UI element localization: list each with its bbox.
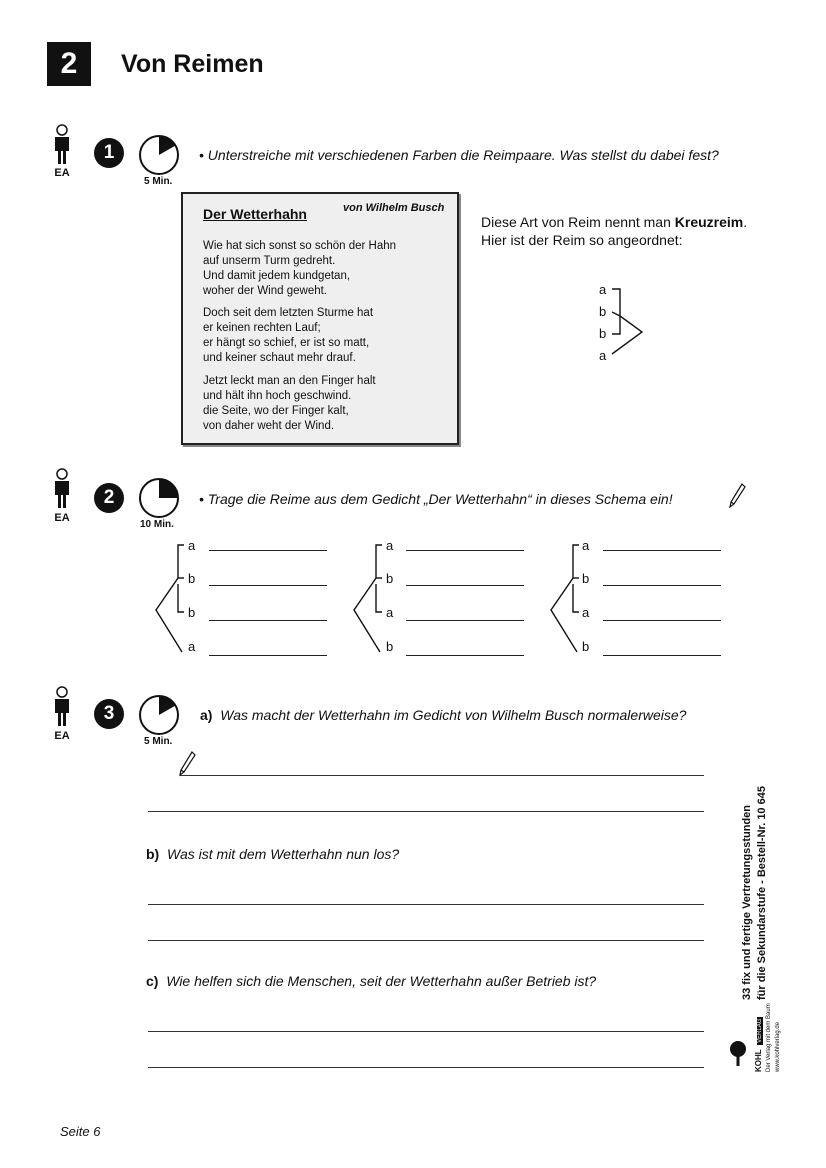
tree-icon [728,1040,748,1068]
work-mode-label: EA [54,730,70,742]
chapter-number: 2 [47,42,91,86]
answer-line[interactable] [148,1067,704,1068]
task-2-instruction: • Trage die Reime aus dem Gedicht „Der Wetterhahn“ in dieses Schema ein! [199,491,673,507]
question-c [146,973,596,989]
answer-line[interactable] [148,940,704,941]
scheme-letter: b [582,639,590,654]
answer-line[interactable] [148,904,704,905]
question-label: c) [146,973,159,989]
answer-line[interactable] [603,655,721,656]
answer-line[interactable] [180,775,704,776]
rhyme-bracket [350,540,384,660]
person-icon [52,124,72,166]
clock-icon [138,694,180,736]
answer-line[interactable] [603,585,721,586]
answer-line[interactable] [406,550,524,551]
poem-line: Und damit jedem kundgetan, [203,270,351,282]
answer-line[interactable] [603,550,721,551]
poem-line: von daher weht der Wind. [203,420,335,432]
work-mode-label: EA [54,167,70,179]
chapter-title: Von Reimen [121,50,264,78]
side-text-line: für die Sekundarstufe - Bestell-Nr. 10 645 [756,786,768,1000]
logo-brand: KOHL [754,1049,763,1072]
person-icon [52,686,72,728]
side-text-line: 33 fix und fertige Vertretungsstunden [741,805,753,1000]
poem-line: Doch seit dem letzten Sturme hat [203,307,374,319]
poem-line: Jetzt leckt man an den Finger halt [203,375,376,387]
scheme-letter: a [188,639,196,654]
question-text: Wie helfen sich die Menschen, seit der Wetterhahn außer Betrieb ist? [166,973,597,989]
rhyme-bracket [547,540,581,660]
answer-line[interactable] [209,620,327,621]
time-label: 5 Min. [144,736,173,747]
answer-line[interactable] [148,1031,704,1032]
explanation-text: Hier ist der Reim so angeordnet: [481,232,683,248]
task-1-instruction: • Unterstreiche mit verschiedenen Farben die Reimpaare. Was stellst du dabei fest? [199,147,719,163]
answer-line[interactable] [209,655,327,656]
scheme-letter: b [386,639,394,654]
clock-icon [138,134,180,176]
question-text: Was ist mit dem Wetterhahn nun los? [167,846,400,862]
scheme-letter: a [582,605,590,620]
question-a [200,707,686,723]
answer-line[interactable] [406,655,524,656]
question-label: a) [200,707,213,723]
poem-box [181,192,459,445]
scheme-letter: a [599,348,607,363]
poem-line: und hält ihn hoch geschwind. [203,390,352,402]
scheme-letter: b [188,571,196,586]
scheme-letter: b [582,571,590,586]
scheme-letter: a [582,538,590,553]
rhyme-explanation [481,213,747,249]
publisher-logo [752,1003,783,1072]
answer-line[interactable] [603,620,721,621]
logo-url: www.kohlverlag.de [775,1021,781,1072]
pencil-icon [178,750,196,778]
scheme-letter: b [599,304,607,319]
poem-line: woher der Wind geweht. [203,285,328,297]
scheme-letter: a [386,538,394,553]
task-number-2: 2 [94,483,124,513]
poem-line: die Seite, wo der Finger kalt, [203,405,349,417]
person-icon [52,468,72,510]
rhyme-bracket [152,540,186,660]
answer-line[interactable] [406,585,524,586]
answer-line[interactable] [406,620,524,621]
explanation-text: Diese Art von Reim nennt man [481,214,675,230]
poem-title: Der Wetterhahn [203,206,307,222]
time-label: 5 Min. [144,176,173,187]
answer-line[interactable] [209,585,327,586]
page-number: Seite 6 [60,1124,101,1139]
poem-line: und keiner schaut mehr drauf. [203,352,356,364]
rhyme-term: Kreuzreim [674,214,744,230]
scheme-letter: a [386,605,394,620]
task-number-1: 1 [94,138,124,168]
poem-line: er keinen rechten Lauf; [203,322,321,334]
time-label: 10 Min. [140,519,174,530]
clock-icon [138,477,180,519]
scheme-letter: b [386,571,394,586]
pencil-icon [728,482,746,510]
scheme-letter: a [599,282,607,297]
question-b [146,846,399,862]
poem-stanza [203,374,376,434]
scheme-letter: b [188,605,196,620]
scheme-letter: b [599,326,607,341]
poem-stanza [203,306,373,366]
task-number-3: 3 [94,699,124,729]
question-label: b) [146,846,160,862]
question-text: Was macht der Wetterhahn im Gedicht von Wilhelm Busch normalerweise? [220,707,687,723]
scheme-letter: a [188,538,196,553]
poem-author: von Wilhelm Busch [343,202,445,214]
poem-line: Wie hat sich sonst so schön der Hahn [203,240,397,252]
poem-line: er hängt so schief, er ist so matt, [203,337,370,349]
answer-line[interactable] [148,811,704,812]
logo-badge: VERLAG [757,1018,763,1043]
poem-line: auf unserm Turm gedreht. [203,255,336,267]
publisher-side-text [740,786,770,1000]
logo-tagline: Der Verlag mit dem Baum [766,1003,772,1072]
answer-line[interactable] [209,550,327,551]
rhyme-bracket [608,286,652,360]
explanation-text: . [743,214,748,230]
poem-stanza [203,239,396,299]
work-mode-label: EA [54,512,70,524]
